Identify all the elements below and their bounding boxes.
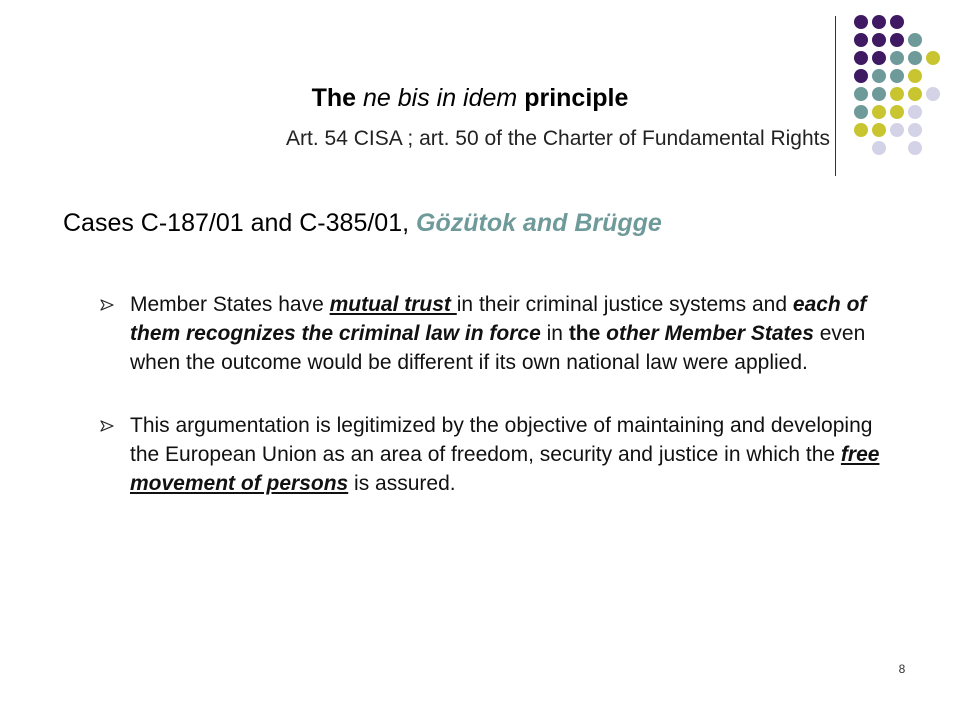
bullet-text: Member States have — [130, 293, 330, 316]
dot — [908, 33, 922, 47]
bullet-item — [100, 290, 900, 377]
bullet-text: is assured. — [348, 472, 456, 495]
dot — [890, 123, 904, 137]
dot — [908, 69, 922, 83]
dot — [908, 51, 922, 65]
decorative-dot-grid — [842, 10, 952, 160]
bullet-item — [100, 411, 900, 498]
title-text-end: principle — [517, 84, 629, 112]
dot — [926, 87, 940, 101]
bullet-text: This argumentation is legitimized by the objective of maintaining and developing the European Union as an area of freedom, security and justice in which the — [130, 414, 873, 466]
dot — [854, 15, 868, 29]
dot — [872, 51, 886, 65]
bullet-emphasis: each of them recognizes the criminal law in force — [130, 293, 867, 345]
page-number: 8 — [898, 662, 906, 676]
bullet-emphasis: free movement of persons — [130, 443, 880, 495]
dot — [854, 69, 868, 83]
dot — [890, 51, 904, 65]
bullet-text: in their criminal justice systems and — [456, 293, 793, 316]
slide-subtitle: Art. 54 CISA ; art. 50 of the Charter of Fundamental Rights — [286, 127, 830, 150]
dot — [872, 141, 886, 155]
dot — [872, 105, 886, 119]
dot — [908, 141, 922, 155]
dot — [854, 33, 868, 47]
bullet-text: even when the outcome would be different if its own national law were applied. — [130, 322, 866, 374]
case-numbers: Cases C-187/01 and C-385/01, — [63, 209, 416, 237]
slide-title — [170, 80, 770, 116]
dot — [872, 15, 886, 29]
title-text: The — [311, 84, 363, 112]
arrow-bullet-icon — [100, 420, 114, 432]
dot — [926, 51, 940, 65]
dot — [872, 33, 886, 47]
dot — [872, 123, 886, 137]
arrow-bullet-icon — [100, 299, 114, 311]
dot — [854, 123, 868, 137]
dot — [890, 15, 904, 29]
dot — [890, 105, 904, 119]
dot — [908, 105, 922, 119]
dot — [854, 87, 868, 101]
dot — [908, 123, 922, 137]
dot — [890, 33, 904, 47]
dot — [872, 69, 886, 83]
dot — [854, 51, 868, 65]
bullet-emphasis: the — [568, 322, 607, 345]
bullet-text: in — [540, 322, 569, 345]
dot — [872, 87, 886, 101]
title-italic-phrase: ne bis in idem — [363, 84, 518, 112]
dot — [854, 105, 868, 119]
case-heading — [63, 206, 863, 240]
bullet-emphasis: other Member States — [606, 322, 814, 345]
bullet-list — [100, 290, 900, 498]
vertical-divider — [835, 16, 836, 176]
case-names: Gözütok and Brügge — [416, 209, 662, 237]
dot — [890, 87, 904, 101]
bullet-emphasis: mutual trust — [329, 293, 457, 316]
dot — [908, 87, 922, 101]
dot — [890, 69, 904, 83]
